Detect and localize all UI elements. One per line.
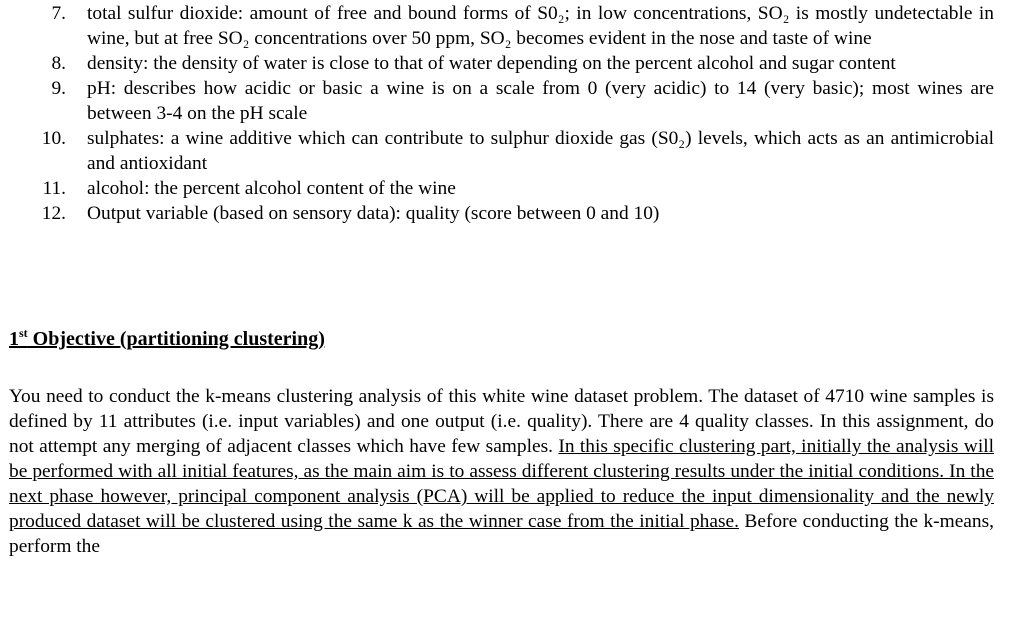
list-item [0, 51, 1018, 76]
list-item [0, 126, 1018, 176]
section-heading [9, 327, 325, 352]
list-item [0, 1, 1018, 51]
paragraph-continuation: Before conducting the k-means, perform the [9, 511, 994, 557]
item-number: 7. [51, 3, 66, 24]
attribute-list [0, 1, 1018, 226]
item-text: sulphates: a wine additive which can contribute to sulphur dioxide gas (S0₂) levels, which acts as an antimicrobial and antioxidant [87, 128, 994, 174]
paragraph-intro: You need to conduct the k-means clustering analysis of this white wine dataset problem. The dataset of 4710 wine samples is defined by 11 attributes (i.e. input variables) and one output (i.e. quality). There are 4 quality classes. In this assignment, do not attempt any merging of adjacent classes which have few samples. [9, 386, 994, 457]
item-text: total sulfur dioxide: amount of free and bound forms of S0₂; in low concentrations, SO₂ is mostly undetectable in wine, but at free SO₂ concentrations over 50 ppm, SO₂ becomes evident in the nose and taste of wine [87, 3, 994, 49]
item-number: 9. [51, 78, 66, 99]
item-number: 8. [51, 53, 66, 74]
item-number: 10. [41, 128, 66, 149]
list-item [0, 201, 1018, 226]
item-text: pH: describes how acidic or basic a wine is on a scale from 0 (very acidic) to 14 (very basic); most wines are between 3-4 on the pH scale [87, 78, 994, 124]
list-item [0, 76, 1018, 126]
item-number: 12. [41, 203, 66, 224]
body-paragraph [9, 384, 994, 559]
item-text: density: the density of water is close to that of water depending on the percent alcohol and sugar content [87, 53, 896, 74]
item-text: alcohol: the percent alcohol content of the wine [87, 178, 456, 199]
heading-text: Objective (partitioning clustering) [27, 328, 325, 350]
item-number: 11. [42, 178, 66, 199]
list-item [0, 176, 1018, 201]
heading-ordinal-suffix: st [19, 326, 28, 340]
paragraph-underlined: In this specific clustering part, initially the analysis will be performed with all initial features, as the main aim is to assess different clustering results under the initial conditions. In the next phase however, principal component analysis (PCA) will be applied to reduce the input dimensionality and the newly produced dataset will be clustered using the same k as the winner case from the initial phase. [9, 436, 994, 532]
heading-ordinal: 1 [9, 328, 19, 350]
item-text: Output variable (based on sensory data): quality (score between 0 and 10) [87, 203, 660, 224]
